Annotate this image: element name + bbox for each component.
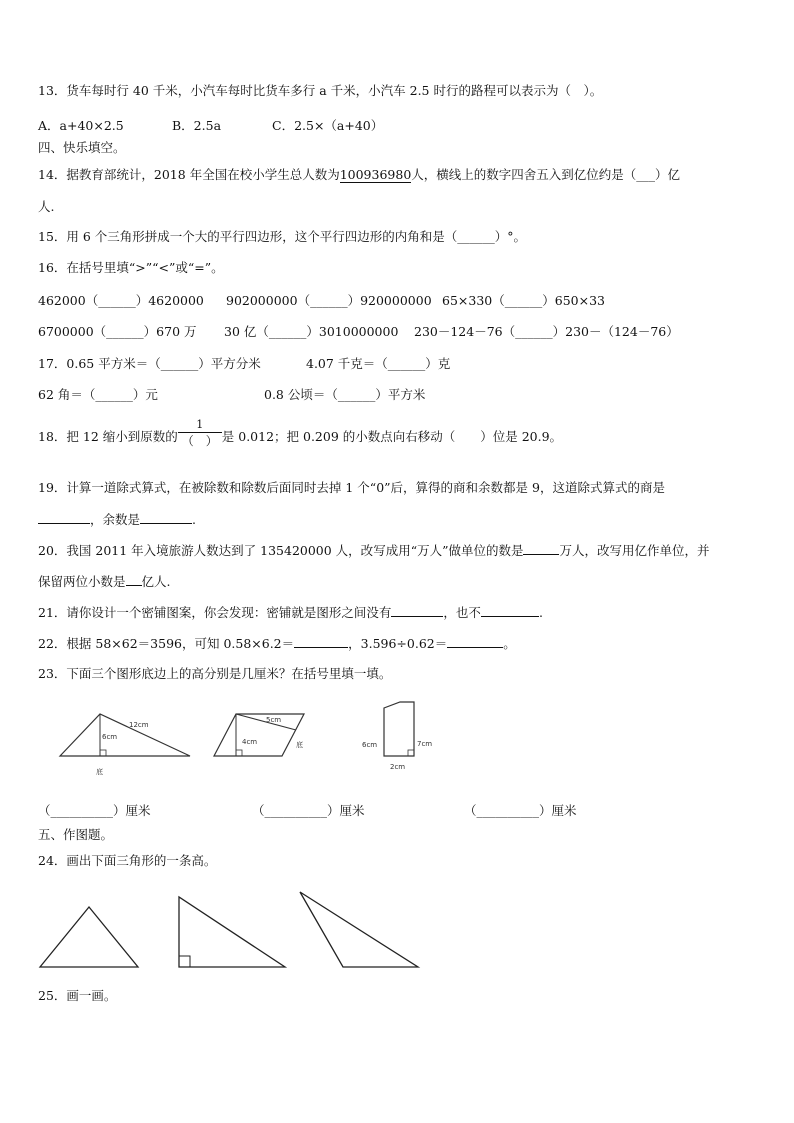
q18-post: 是 0.012；把 0.209 的小数点向右移动（ ）位是 20.9。 (221, 429, 563, 444)
q23-figure-trapezoid (362, 702, 432, 771)
q14-pre: 14．据教育部统计，2018 年全国在校小学生总人数为 (38, 167, 340, 182)
q18-fraction-numerator: 1 (178, 418, 222, 433)
q23-fig1-height-label: 6cm (102, 733, 118, 741)
q21-blank-2[interactable] (481, 604, 539, 617)
q23-figure-triangle (60, 714, 190, 776)
q24-figures (0, 880, 794, 980)
q23-figures (0, 690, 794, 790)
q24-text: 24．画出下面三角形的一条高。 (38, 853, 217, 868)
q18-fraction-denominator: （ ） (181, 434, 218, 448)
q20-part2: 万人，改写用亿作单位，并 (559, 543, 710, 558)
q23-answer-3[interactable]: （__________）厘米 (464, 803, 577, 818)
q23-fig1-base-label: 底 (96, 768, 103, 776)
q22-blank-2[interactable] (447, 635, 503, 648)
q15-text: 15．用 6 个三角形拼成一个大的平行四边形，这个平行四边形的内角和是（______）°。 (38, 229, 527, 244)
right-angle-mark (236, 750, 242, 756)
q19-quotient-blank[interactable] (38, 511, 90, 524)
q16-item-2: 902000000（______）920000000 (226, 293, 432, 308)
q23-figure-parallelogram (214, 714, 304, 756)
q16-item-3: 65×330（______）650×33 (442, 293, 605, 308)
q16-title: 16．在括号里填“>”“<”或“=”。 (38, 260, 224, 275)
q23-answer-1[interactable]: （__________）厘米 (38, 803, 151, 818)
q19-line1: 19．计算一道除式算式，在被除数和除数后面同时去掉 1 个“0”后，算得的商和余数都是 9，这道除式算式的商是 (38, 480, 665, 495)
right-angle-mark (100, 750, 106, 756)
right-triangle-outline (179, 897, 285, 967)
q16-item-4: 6700000（______）670 万 (38, 324, 197, 339)
q20-wan-blank[interactable] (523, 542, 559, 555)
q17-item-d: 0.8 公顷＝（______）平方米 (264, 387, 426, 402)
q14-line2: 人. (38, 199, 55, 214)
q20-part3: 保留两位小数是 (38, 574, 126, 589)
q13-option-a[interactable]: A．a+40×2.5 (38, 118, 124, 133)
q24-triangle-right[interactable] (179, 897, 285, 967)
q13-option-b[interactable]: B．2.5a (172, 118, 222, 133)
q24-triangle-obtuse[interactable] (300, 892, 418, 967)
q17-item-b: 4.07 千克＝（______）克 (306, 356, 451, 371)
q21-part3: . (538, 605, 543, 620)
q23-fig3-right-label: 7cm (417, 740, 433, 748)
right-angle-mark (179, 956, 190, 967)
q22-part1: 22．根据 58×62＝3596，可知 0.58×6.2＝ (38, 636, 295, 651)
q23-answer-2[interactable]: （__________）厘米 (252, 803, 365, 818)
q17-item-c: 62 角＝（______）元 (38, 387, 158, 402)
q18-pre: 18．把 12 缩小到原数的 (38, 429, 178, 444)
q17-item-a: 17．0.65 平方米＝（______）平方分米 (38, 356, 261, 371)
q20-line2 (38, 573, 171, 590)
q22-part2: ，3.596÷0.62＝ (348, 636, 448, 651)
triangle-outline (60, 714, 190, 756)
q20-line1 (38, 542, 710, 559)
q18-fraction (178, 418, 222, 449)
q23-fig3-left-label: 6cm (362, 741, 378, 749)
q23-fig2-side-label: 5cm (266, 716, 282, 724)
q22-part3: 。 (503, 636, 516, 651)
section-five-heading: 五、作图题。 (38, 827, 114, 842)
q22-text (38, 635, 516, 652)
q20-part4: 亿人. (141, 574, 171, 589)
q23-fig1-side-label: 12cm (129, 721, 149, 729)
q20-part1: 20．我国 2011 年入境旅游人数达到了 135420000 人，改写成用“万人”做单位的数是 (38, 543, 524, 558)
q16-item-6: 230－124－76（______）230－（124－76） (414, 324, 679, 339)
q20-yi-blank[interactable] (126, 573, 142, 586)
q21-text (38, 604, 543, 621)
q19-line2 (38, 511, 196, 528)
q16-item-1: 462000（______）4620000 (38, 293, 204, 308)
q19-remainder-label: ，余数是 (90, 512, 141, 527)
q23-fig3-base-label: 2cm (390, 763, 406, 771)
q21-part1: 21．请你设计一个密铺图案，你会发现：密铺就是图形之间没有 (38, 605, 392, 620)
section-four-heading: 四、快乐填空。 (38, 140, 126, 155)
q14-underlined-number: 100936980 (339, 167, 412, 182)
q22-blank-1[interactable] (294, 635, 348, 648)
trapezoid-outline (384, 702, 414, 756)
q23-text: 23．下面三个图形底边上的高分别是几厘米？在括号里填一填。 (38, 666, 392, 681)
q16-item-5: 30 亿（______）3010000000 (224, 324, 399, 339)
q25-text: 25．画一画。 (38, 988, 117, 1003)
q21-part2: ，也不 (443, 605, 481, 620)
q19-end: . (192, 512, 196, 527)
q19-remainder-blank[interactable] (140, 511, 192, 524)
q13-text: 13．货车每时行 40 千米，小汽车每时比货车多行 a 千米，小汽车 2.5 时行的路程可以表示为（ ）。 (38, 83, 603, 98)
q23-fig2-base-label: 底 (296, 741, 303, 749)
q13-option-c[interactable]: C．2.5×（a+40） (272, 118, 384, 133)
q21-blank-1[interactable] (391, 604, 443, 617)
q14-line1 (38, 167, 680, 183)
q14-post: 人，横线上的数字四舍五入到亿位约是（___）亿 (411, 167, 681, 182)
q18-text (38, 418, 563, 453)
right-angle-mark (408, 750, 414, 756)
q24-triangle-acute[interactable] (40, 907, 138, 967)
q23-fig2-height-label: 4cm (242, 738, 258, 746)
